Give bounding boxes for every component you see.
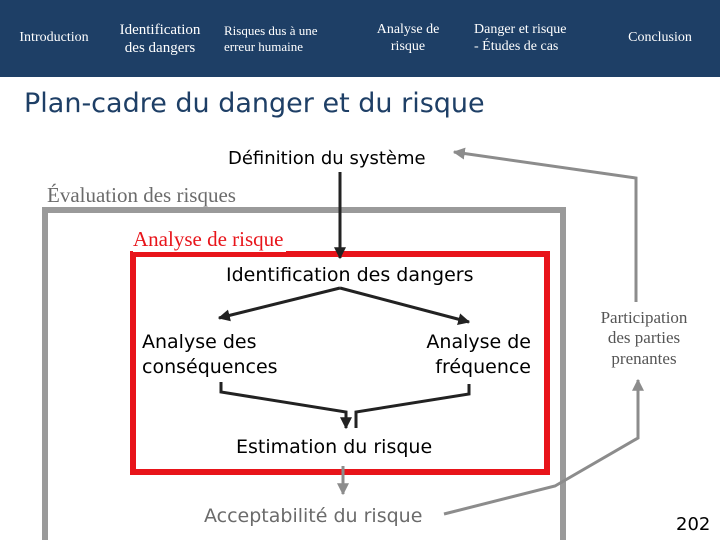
label-stakeholder-participation [583,308,705,369]
label-frequency-analysis [405,330,531,379]
participation-line-1: Participation [600,308,688,327]
participation-line-2: des parties [607,328,681,348]
nav-item-introduction[interactable]: Introduction [19,30,89,46]
label-risk-analysis: Analyse de risque [133,227,286,252]
arrow-acceptability-to-participation [444,380,638,514]
frequency-line-2: fréquence [435,355,531,378]
label-consequence-analysis [142,330,278,379]
nav-item-hazard-identification[interactable]: Identification des dangers [119,21,201,56]
arrow-identification-to-frequency [340,288,469,322]
label-risk-acceptability: Acceptabilité du risque [204,505,423,527]
nav-item-human-error[interactable]: Risques dus à une erreur humaine [224,22,318,54]
frequency-line-1: Analyse de [426,331,531,353]
label-hazard-identification: Identification des dangers [226,264,474,286]
label-risk-evaluation: Évaluation des risques [47,183,236,207]
nav-item-risk-analysis[interactable]: Analyse de risque [376,21,440,54]
page-number: 202 [676,514,711,535]
arrow-consequences-to-estimation [221,382,346,428]
consequence-line-2: conséquences [142,355,278,378]
consequence-line-1: Analyse des [142,331,257,353]
label-system-definition: Définition du système [228,148,426,169]
arrow-frequency-to-estimation [356,384,469,428]
label-risk-estimation: Estimation du risque [236,436,433,458]
nav-item-case-studies[interactable]: Danger et risque - Études de cas [474,21,567,54]
participation-line-3: prenantes [611,348,677,368]
slide-title: Plan-cadre du danger et du risque [24,88,485,119]
arrow-identification-to-consequences [219,288,340,318]
nav-item-conclusion[interactable]: Conclusion [628,30,692,46]
